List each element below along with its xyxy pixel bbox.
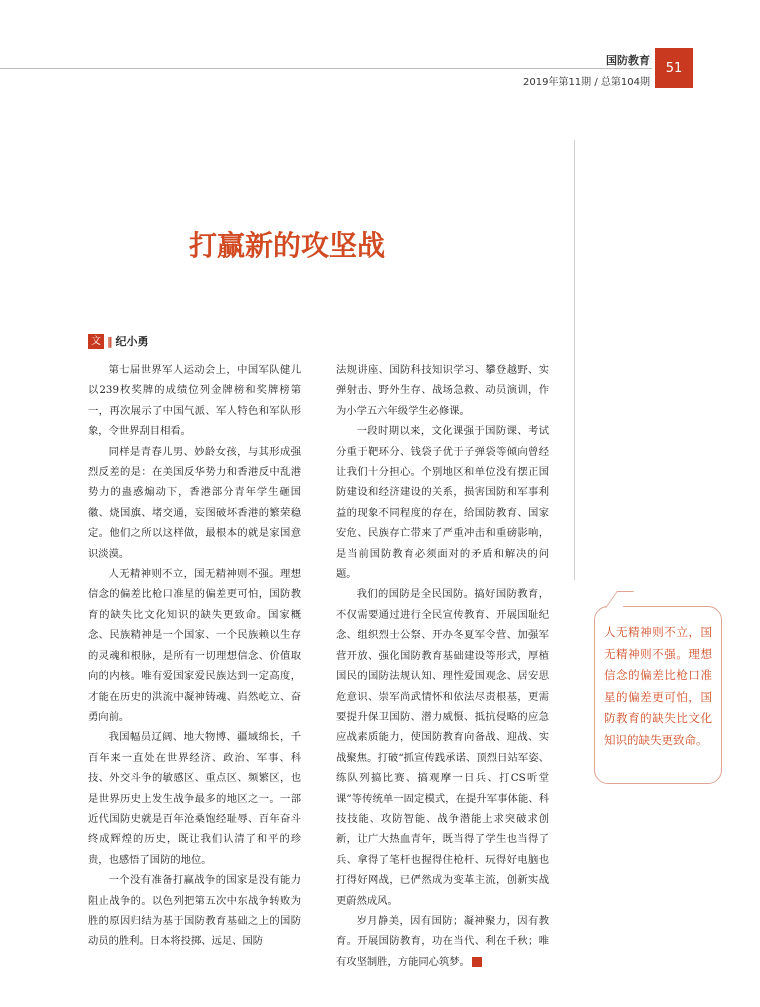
text-column-1 [88,360,301,952]
paragraph: 一段时期以来，文化课强于国防课、考试分重于靶环分、钱袋子优于子弹袋等倾向曾经让我们十分担心。个别地区和单位没有摆正国防建设和经济建设的关系，损害国防和军事利益的现象不同程度的存在，给国防教育、国家安危、民族存亡带来了严重冲击和重磅影响，是当前国防教育必须面对的矛盾和解决的问题。 [336,425,549,581]
magazine-name: 国防教育 [606,54,650,67]
page-number: 51 [655,48,693,88]
paragraph: 我们的国防是全民国防。搞好国防教育，不仅需要通过进行全民宣传教育、开展国耻纪念、组织烈士公祭、开办冬夏军令营、加强军营开放、强化国防教育基础建设等形式，厚植国民的国防法规认知、理性爱国观念、居安思危意识、崇军尚武情怀和依法尽责根基，更需要提升保卫国防、潜力威慑、抵抗侵略的应急应战素质能力，使国防教育向备战、迎战、实战聚焦。打破“抓宣传践承诺、顶烈日站军姿、练队列搞比赛、搞观摩一日兵、打CS听堂课”等传统单一固定模式，在提升军事体能、科技技能、攻防智能、战争潜能上求突破求创新，让广大热血青年，既当得了学生也当得了兵、拿得了笔杆也握得住枪杆、玩得好电脑也打得好网战，已俨然成为变革主流，创新实战更蔚然成风。 [336,588,549,907]
issue-info: 2019年第11期 / 总第104期 [523,77,650,88]
paragraph: 我国幅员辽阔、地大物博、疆域绵长，千百年来一直处在世界经济、政治、军事、科技、外交斗争的敏感区、重点区、频繁区，也是世界历史上发生战争最多的地区之一。一部近代国防史就是百年沧桑饱经耻辱、百年奋斗终成辉煌的历史，既让我们认清了和平的珍贵，也感悟了国防的地位。 [88,731,301,866]
byline [88,333,149,349]
header-rule [0,68,652,69]
author-name: 纪小勇 [115,335,149,348]
paragraph: 一个没有准备打赢战争的国家是没有能力阻止战争的。以色列把第五次中东战争转败为胜的原因归结为基于国防教育基础之上的国防动员的胜利。日本将投掷、远足、国防 [88,874,301,948]
paragraph-last [336,911,549,972]
paragraph-text: 岁月静美，因有国防；凝神聚力，因有教育。开展国防教育，功在当代、利在千秋；唯有攻坚制胜，方能同心筑梦。 [336,914,549,968]
end-mark-icon: G [472,957,482,967]
paragraph: 人无精神则不立，国无精神则不强。理想信念的偏差比枪口准星的偏差更可怕，国防教育的缺失比文化知识的缺失更致命。国家概念、民族精神是一个国家、一个民族赖以生存的灵魂和根脉，是所有一切理想信念、价值取向的内核。唯有爱国家爱民族达到一定高度，才能在历史的洪流中凝神铸魂、岿然屹立、奋勇向前。 [88,568,301,723]
paragraph: 第七届世界军人运动会上，中国军队健儿以239枚奖牌的成绩位列金牌榜和奖牌榜第一，再次展示了中国气派、军人特色和军队形象，令世界刮目相看。 [88,364,301,438]
pull-quote-text: 人无精神则不立，国无精神则不强。理想信念的偏差比枪口准星的偏差更可怕，国防教育的缺失比文化知识的缺失更致命。 [604,625,712,747]
paragraph-continuation: 法规讲座、国防科技知识学习、攀登越野、实弹射击、野外生存、战场急救、动员演训，作为小学五六年级学生必修课。 [336,364,549,417]
byline-tag: 文 [88,334,104,349]
article-title: 打赢新的攻坚战 [188,229,385,262]
paragraph: 同样是青春儿男、妙龄女孩，与其形成强烈反差的是：在美国反华势力和香港反中乱港势力的蛊惑煽动下，香港部分青年学生砸国徽、烧国旗、堵交通，妄图破坏香港的繁荣稳定。他们之所以这样做，最根本的就是家国意识淡漠。 [88,445,301,560]
column-divider [574,140,575,580]
text-column-2 [336,360,549,972]
byline-separator: ‖ [107,334,113,348]
